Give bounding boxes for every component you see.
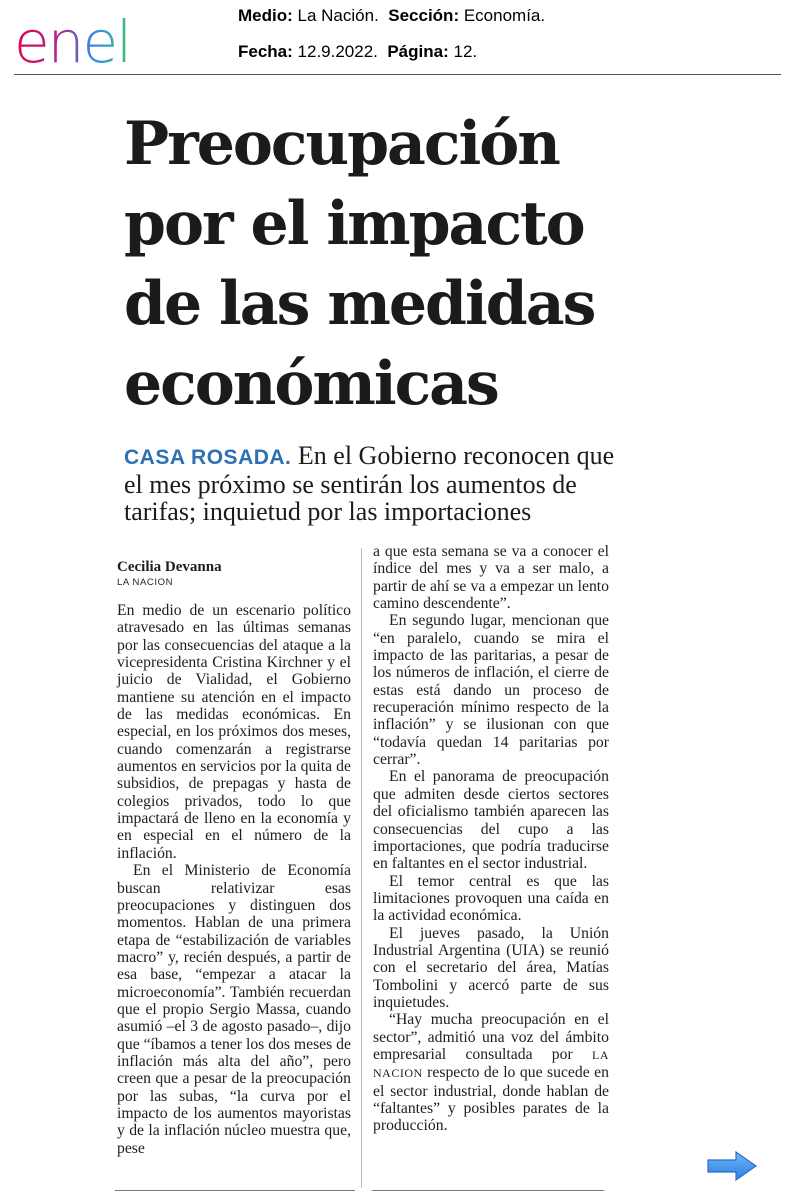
fecha-value: 12.9.2022.: [297, 42, 378, 61]
headline-line: Preocupación: [124, 109, 559, 179]
body-paragraph: El temor central es que las limitaciones provoquen una caída en la actividad económica.: [373, 872, 609, 925]
body-paragraph: El jueves pasado, la Unión Industrial Argentina (UIA) se reunió con el secretario del área, Matías Tombolini y acercó parte de sus inquietudes.: [373, 924, 609, 1011]
seccion-value: Economía.: [463, 6, 546, 25]
headline-line: de las medidas: [124, 269, 595, 339]
metadata-row-2: [238, 41, 545, 77]
fecha-label: Fecha:: [238, 42, 293, 61]
seccion-label: Sección:: [388, 6, 460, 25]
headline-line: por el impacto: [124, 189, 584, 259]
medio-label: Medio:: [238, 6, 293, 25]
article-headline: [124, 104, 684, 424]
column-divider: [361, 548, 362, 1188]
body-paragraph: En el panorama de preocupación que admiten desde ciertos sectores del oficialismo también aparecen las consecuencias del cupo a las importaciones, que podría traducirse en faltantes en el sector industrial.: [373, 768, 609, 873]
body-paragraph: En segundo lugar, mencionan que “en paralelo, cuando se mira el impacto de las paritarias, a pesar de los números de inflación, el cierre de estas está dando un proceso de recuperación mínimo respecto de la inflación” y se ilusionan con que “todavía quedan 14 paritarias por cerrar”.: [373, 612, 609, 769]
outlet-inline: LA NACION: [373, 1047, 609, 1081]
metadata-row-1: [238, 5, 545, 41]
quote-continuation: respecto de lo que sucede en el sector industrial, donde hablan de “faltantes” y posibles parates de la producción.: [373, 1064, 609, 1135]
quote-text: “Hay mucha preocupación en el sector”, admitió una voz del ámbito empresarial consultada por: [373, 1011, 609, 1063]
logo-text: enel: [14, 10, 131, 70]
right-arrow-icon[interactable]: [706, 1150, 758, 1182]
bottom-rule: [115, 1190, 355, 1191]
header-divider: [14, 74, 781, 75]
body-paragraph: En medio de un escenario político atravesado en las últimas semanas por las consecuencias del ataque a la vicepresidenta Cristina Kirchner y el juicio de Vialidad, el Gobierno mantiene su atención en el impacto de las medidas económicas. En especial, en los próximos dos meses, cuando comenzarán a registrarse aumentos en servicios por la quita de subsidios, de prepagas y hasta de colegios privados, todo lo que impactará de lleno en la economía y en especial en el número de la inflación.: [117, 602, 351, 862]
body-paragraph: a que esta semana se va a conocer el índice del mes y va a ser malo, a partir de ahí se va a empezar un lento camino descendente”.: [373, 543, 609, 613]
headline-line: económicas: [124, 349, 498, 419]
dek-text: En el Gobierno reconocen que el mes próximo se sentirán los aumentos de tarifas; inquietud por las importaciones: [124, 441, 615, 526]
body-paragraph: [373, 1011, 609, 1134]
metadata-header: [238, 5, 545, 77]
bottom-rule: [372, 1190, 604, 1191]
article-column-left: [117, 558, 351, 1157]
enel-logo: [14, 10, 174, 70]
kicker: CASA ROSADA.: [124, 446, 292, 469]
article-dek: [124, 442, 624, 525]
pagina-label: Página:: [387, 42, 449, 61]
author-byline: Cecilia Devanna: [117, 559, 222, 575]
body-paragraph: En el Ministerio de Economía buscan relativizar esas preocupaciones y distinguen dos momentos. Hablan de una primera etapa de “estabilización de variables macro” y, recién después, a partir de esa base, “empezar a atacar la microeconomía”. También recuerdan que el propio Sergio Massa, cuando asumió –el 3 de agosto pasado–, dijo que “íbamos a tener los dos meses de inflación más alta del año”, pero creen que a pesar de la preocupación por las subas, “la curva por el impacto de los aumentos mayoristas y de la inflación núcleo muestra que, pese: [117, 862, 351, 1157]
outlet-label: LA NACION: [117, 577, 174, 588]
medio-value: La Nación.: [297, 6, 379, 25]
article-column-right: [373, 543, 609, 1135]
pagina-value: 12.: [453, 42, 478, 61]
